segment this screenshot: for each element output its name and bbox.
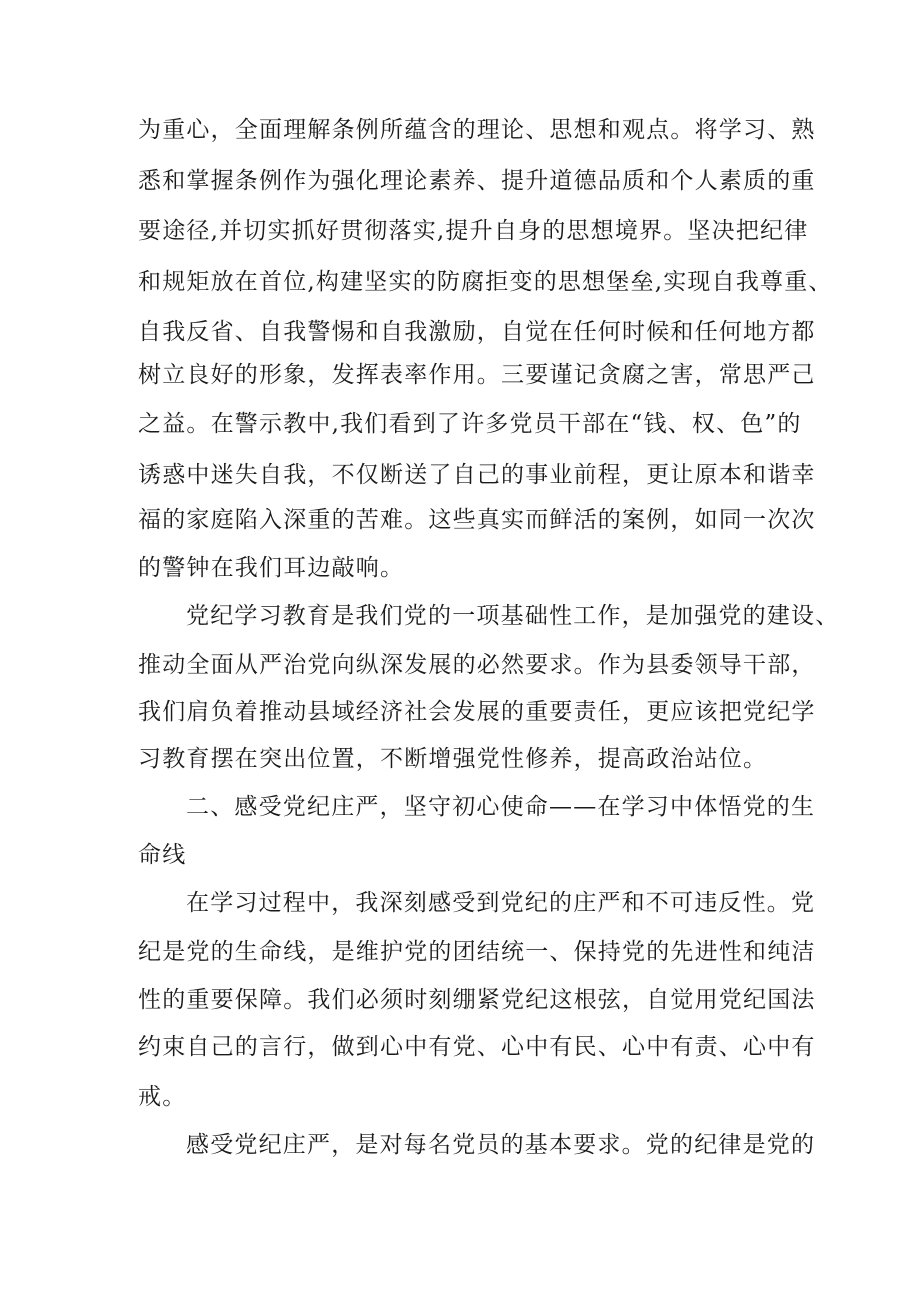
section-heading-continued: 命线 <box>138 842 187 868</box>
text-line: 要途径,并切实抓好贯彻落实,提升自身的思想境界。坚决把纪律 <box>138 218 809 244</box>
text-line: 悉和掌握条例作为强化理论素养、提升道德品质和个人素质的重 <box>138 168 816 194</box>
text-line: 诱惑中迷失自我，不仅断送了自己的事业前程，更让原本和谐幸 <box>138 462 816 488</box>
text-line: 约束自己的言行，做到心中有党、心中有民、心中有责、心中有 <box>138 1034 816 1060</box>
text-line: 树立良好的形象，发挥表率作用。三要谨记贪腐之害，常思严己 <box>138 362 816 388</box>
paragraph-first-line: 在学习过程中，我深刻感受到党纪的庄严和不可违反性。党 <box>186 890 816 916</box>
text-line: 习教育摆在突出位置，不断增强党性修养，提高政治站位。 <box>138 746 768 772</box>
text-line: 我们肩负着推动县域经济社会发展的重要责任，更应该把党纪学 <box>138 699 816 725</box>
text-line: 性的重要保障。我们必须时刻绷紧党纪这根弦，自觉用党纪国法 <box>138 987 816 1013</box>
text-line: 戒。 <box>138 1084 187 1110</box>
text-line: 的警钟在我们耳边敲响。 <box>138 555 405 581</box>
text-line: 和规矩放在首位,构建坚实的防腐拒变的思想堡垒,实现自我尊重、 <box>138 269 833 295</box>
text-line: 福的家庭陷入深重的苦难。这些真实而鲜活的案例，如同一次次 <box>138 507 816 533</box>
text-line: 自我反省、自我警惕和自我激励，自觉在任何时候和任何地方都 <box>138 319 816 345</box>
paragraph-first-line: 感受党纪庄严，是对每名党员的基本要求。党的纪律是党的 <box>186 1132 816 1158</box>
text-line: 推动全面从严治党向纵深发展的必然要求。作为县委领导干部， <box>138 652 816 678</box>
paragraph-first-line: 党纪学习教育是我们党的一项基础性工作，是加强党的建设、 <box>186 603 840 629</box>
section-heading: 二、感受党纪庄严，坚守初心使命——在学习中体悟党的生 <box>186 794 816 820</box>
text-line: 为重心，全面理解条例所蕴含的理论、思想和观点。将学习、熟 <box>138 117 816 143</box>
text-line: 之益。在警示教中,我们看到了许多党员干部在“钱、权、色”的 <box>138 411 802 437</box>
text-line: 纪是党的生命线，是维护党的团结统一、保持党的先进性和纯洁 <box>138 939 816 965</box>
